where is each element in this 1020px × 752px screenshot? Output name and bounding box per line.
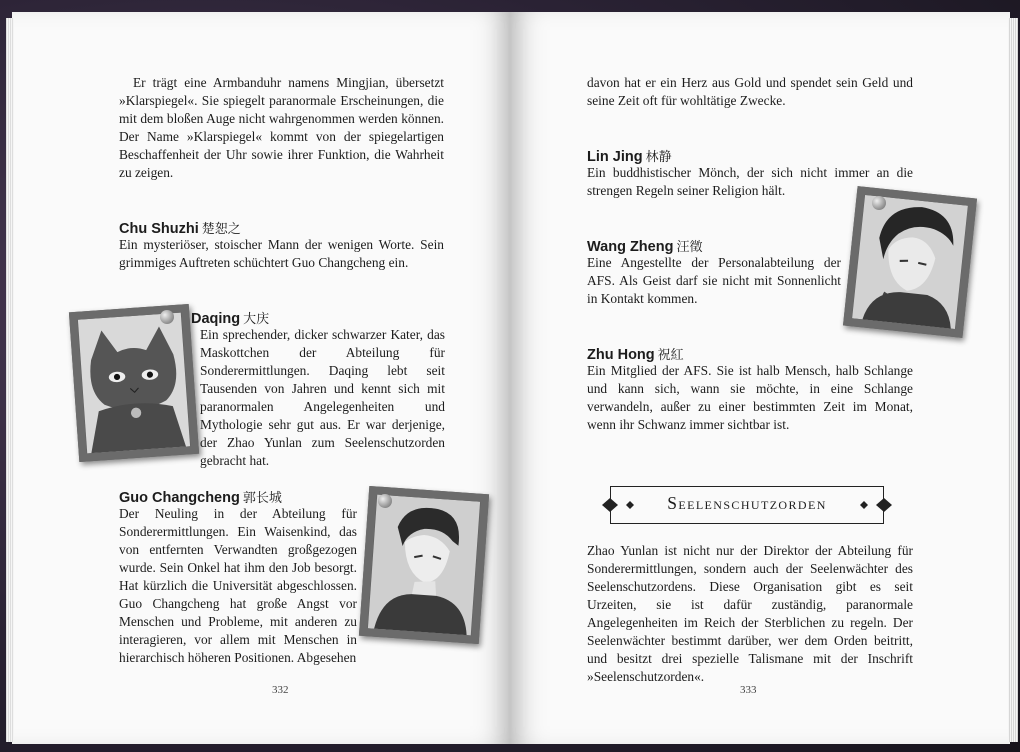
entry-chinese-name: 汪徵 <box>676 240 703 255</box>
page-number-right: 333 <box>740 684 757 696</box>
entry-text-zhu-hong: Ein Mitglied der AFS. Sie ist halb Mensch, halb Schlange und kann sich, wann sie möchte, in eine Schlange verwandeln, außer zu einer bestimmten Zeit im Monat, wenn ihr Schwanz immer sichtbar ist. <box>587 363 913 432</box>
entry-text-guo-changcheng: Der Neuling in der Abteilung für Sonderermittlungen. Ein Waisenkind, das von entfernten Verwandten großgezogen wurde. Sein Onkel hat ihm den Job besorgt. Hat kürzlich die Universität abgeschlossen. Guo Changcheng hat große Angst vor Menschen und Probleme, mit anderen zu interagieren, vor allem mit Menschen in hierarchisch höheren Positionen. Abgesehen <box>119 506 357 665</box>
entry-name: Wang Zheng <box>587 239 674 255</box>
page-edges-right <box>1008 18 1018 742</box>
entry-name: Guo Changcheng <box>119 490 240 506</box>
entry-text-lin-jing: Ein buddhistischer Mönch, der sich nicht immer an die strengen Regeln seiner Religion hält. <box>587 165 913 198</box>
entry-text-chu-shuzhi: Ein mysteriöser, stoischer Mann der wenigen Worte. Sein grimmiges Auftreten schüchtert Guo Changcheng ein. <box>119 237 444 270</box>
photo-daqing-cat <box>69 304 199 462</box>
right-page <box>510 12 1010 744</box>
page-edges-left <box>6 18 14 742</box>
entry-heading-daqing <box>191 308 269 327</box>
page-number-left: 332 <box>272 684 289 696</box>
photo-wang-zheng <box>843 186 977 338</box>
continuation-paragraph: davon hat er ein Herz aus Gold und spendet sein Geld und seine Zeit oft für wohltätige Zwecke. <box>587 75 913 108</box>
entry-name: Chu Shuzhi <box>119 221 199 237</box>
portrait-illustration <box>852 195 968 329</box>
photo-guo-changcheng <box>359 486 489 644</box>
entry-name: Lin Jing <box>587 149 643 165</box>
entry-heading-zhu-hong <box>587 344 684 363</box>
photo-pin-icon <box>160 310 174 324</box>
entry-chinese-name: 楚恕之 <box>201 222 241 237</box>
entry-heading-wang-zheng <box>587 236 702 255</box>
cat-illustration <box>77 313 190 454</box>
section-title: Seelenschutzorden <box>667 493 827 513</box>
photo-pin-icon <box>378 494 392 508</box>
entry-chinese-name: 林静 <box>645 150 672 165</box>
entry-chinese-name: 祝紅 <box>657 348 684 363</box>
intro-paragraph: Er trägt eine Armbanduhr namens Mingjian, übersetzt »Klarspiegel«. Sie spiegelt paranormale Erscheinungen, die mit dem bloßen Auge nicht wahrgenommen werden können. Der Name »Klarspiegel« kommt von der spiegelartigen Beschaffenheit der Uhr sowie ihrer Funktion, die Wahrheit zu zeigen. <box>119 75 444 180</box>
section-paragraph: Zhao Yunlan ist nicht nur der Direktor der Abteilung für Sonderermittlungen, sondern auch der Seelenwächter des Seelenschutzordens. Diese Organisation gibt es seit Urzeiten, sie ist dafür zuständig, paranormale Angelegenheiten im Reich der Sterblichen zu regeln. Der Seelenwächter bestimmt darüber, wer dem Orden beitritt, und besitzt drei spezielle Talismane mit der Inschrift »Seelenschutzorden«. <box>587 543 913 684</box>
entry-heading-guo-changcheng <box>119 487 282 506</box>
entry-chinese-name: 大庆 <box>243 312 270 327</box>
open-book <box>12 12 1010 744</box>
entry-name: Zhu Hong <box>587 347 655 363</box>
entry-text-wang-zheng: Eine Angestellte der Personalabteilung der AFS. Als Geist darf sie nicht mit Sonnenlicht in Kontakt kommen. <box>587 255 841 306</box>
photo-pin-icon <box>872 196 886 210</box>
entry-chinese-name: 郭长城 <box>242 491 282 506</box>
left-page <box>12 12 510 744</box>
entry-heading-chu-shuzhi <box>119 218 241 237</box>
entry-name: Daqing <box>191 311 241 327</box>
section-heading-frame <box>602 482 892 528</box>
entry-text-daqing: Ein sprechender, dicker schwarzer Kater, das Maskottchen der Abteilung für Sonderermittlungen. Daqing lebt seit Tausenden von Jahren und kennt sich mit paranormalen Angelegenheiten und Mythologie sehr gut aus. Er war derjenige, der Zhao Yunlan zum Seelenschutzorden gebracht hat. <box>200 327 445 468</box>
portrait-illustration <box>367 495 480 636</box>
entry-heading-lin-jing <box>587 146 672 165</box>
